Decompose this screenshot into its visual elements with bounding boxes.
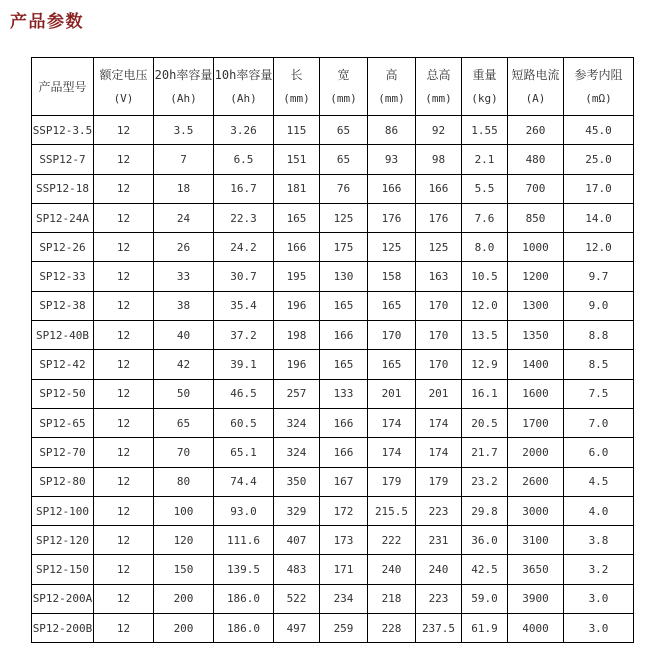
- value-cell: 76: [320, 174, 368, 203]
- value-cell: 7.0: [564, 408, 634, 437]
- value-cell: 7: [154, 145, 214, 174]
- value-cell: 181: [274, 174, 320, 203]
- value-cell: 3.8: [564, 526, 634, 555]
- value-cell: 12: [94, 408, 154, 437]
- value-cell: 223: [416, 584, 462, 613]
- value-cell: 100: [154, 496, 214, 525]
- value-cell: 125: [416, 233, 462, 262]
- model-cell: SP12-200B: [32, 614, 94, 643]
- value-cell: 16.7: [214, 174, 274, 203]
- value-cell: 174: [416, 408, 462, 437]
- value-cell: 33: [154, 262, 214, 291]
- value-cell: 228: [368, 614, 416, 643]
- value-cell: 167: [320, 467, 368, 496]
- value-cell: 165: [320, 291, 368, 320]
- model-cell: SP12-65: [32, 408, 94, 437]
- value-cell: 8.8: [564, 321, 634, 350]
- model-cell: SP12-40B: [32, 321, 94, 350]
- column-header: [462, 58, 508, 116]
- value-cell: 1400: [508, 350, 564, 379]
- column-header-unit: (kg): [471, 92, 498, 105]
- value-cell: 186.0: [214, 584, 274, 613]
- value-cell: 30.7: [214, 262, 274, 291]
- value-cell: 65: [320, 116, 368, 145]
- value-cell: 12: [94, 584, 154, 613]
- value-cell: 215.5: [368, 496, 416, 525]
- column-header-unit: (mm): [283, 92, 310, 105]
- model-cell: SSP12-3.5: [32, 116, 94, 145]
- value-cell: 179: [416, 467, 462, 496]
- table-row: [32, 438, 634, 467]
- column-header-unit: (V): [113, 92, 134, 105]
- column-header-label: 参考内阻: [574, 68, 623, 82]
- value-cell: 18: [154, 174, 214, 203]
- page-title: 产品参数: [10, 12, 84, 32]
- value-cell: 1000: [508, 233, 564, 262]
- column-header: [274, 58, 320, 116]
- value-cell: 166: [274, 233, 320, 262]
- value-cell: 60.5: [214, 408, 274, 437]
- value-cell: 12: [94, 262, 154, 291]
- table-row: [32, 262, 634, 291]
- value-cell: 179: [368, 467, 416, 496]
- value-cell: 12: [94, 116, 154, 145]
- value-cell: 40: [154, 321, 214, 350]
- value-cell: 170: [416, 321, 462, 350]
- value-cell: 231: [416, 526, 462, 555]
- value-cell: 170: [416, 350, 462, 379]
- value-cell: 12: [94, 145, 154, 174]
- value-cell: 324: [274, 438, 320, 467]
- value-cell: 12: [94, 555, 154, 584]
- value-cell: 70: [154, 438, 214, 467]
- value-cell: 35.4: [214, 291, 274, 320]
- value-cell: 151: [274, 145, 320, 174]
- value-cell: 163: [416, 262, 462, 291]
- model-cell: SP12-26: [32, 233, 94, 262]
- value-cell: 6.0: [564, 438, 634, 467]
- value-cell: 175: [320, 233, 368, 262]
- value-cell: 3100: [508, 526, 564, 555]
- value-cell: 259: [320, 614, 368, 643]
- value-cell: 120: [154, 526, 214, 555]
- value-cell: 1700: [508, 408, 564, 437]
- column-header: [320, 58, 368, 116]
- table-row: [32, 174, 634, 203]
- value-cell: 3.26: [214, 116, 274, 145]
- column-header-unit: (mΩ): [585, 92, 612, 105]
- value-cell: 92: [416, 116, 462, 145]
- value-cell: 480: [508, 145, 564, 174]
- value-cell: 139.5: [214, 555, 274, 584]
- value-cell: 407: [274, 526, 320, 555]
- value-cell: 200: [154, 584, 214, 613]
- value-cell: 125: [320, 203, 368, 232]
- value-cell: 195: [274, 262, 320, 291]
- value-cell: 24.2: [214, 233, 274, 262]
- value-cell: 115: [274, 116, 320, 145]
- value-cell: 170: [416, 291, 462, 320]
- value-cell: 20.5: [462, 408, 508, 437]
- column-header-label: 总高: [426, 68, 451, 82]
- value-cell: 700: [508, 174, 564, 203]
- value-cell: 50: [154, 379, 214, 408]
- table-row: [32, 116, 634, 145]
- value-cell: 158: [368, 262, 416, 291]
- value-cell: 174: [416, 438, 462, 467]
- table-row: [32, 203, 634, 232]
- value-cell: 14.0: [564, 203, 634, 232]
- model-cell: SP12-33: [32, 262, 94, 291]
- model-cell: SP12-200A: [32, 584, 94, 613]
- value-cell: 240: [368, 555, 416, 584]
- value-cell: 12: [94, 233, 154, 262]
- table-row: [32, 145, 634, 174]
- value-cell: 93: [368, 145, 416, 174]
- value-cell: 240: [416, 555, 462, 584]
- value-cell: 65: [154, 408, 214, 437]
- value-cell: 186.0: [214, 614, 274, 643]
- table-row: [32, 555, 634, 584]
- value-cell: 1300: [508, 291, 564, 320]
- column-header-unit: (A): [525, 92, 546, 105]
- table-row: [32, 467, 634, 496]
- value-cell: 350: [274, 467, 320, 496]
- column-header: [214, 58, 274, 116]
- value-cell: 1350: [508, 321, 564, 350]
- value-cell: 3.0: [564, 614, 634, 643]
- column-header-unit: (mm): [330, 92, 357, 105]
- model-cell: SP12-50: [32, 379, 94, 408]
- value-cell: 8.0: [462, 233, 508, 262]
- table-row: [32, 350, 634, 379]
- value-cell: 42.5: [462, 555, 508, 584]
- value-cell: 176: [416, 203, 462, 232]
- value-cell: 172: [320, 496, 368, 525]
- value-cell: 12: [94, 174, 154, 203]
- value-cell: 497: [274, 614, 320, 643]
- value-cell: 522: [274, 584, 320, 613]
- value-cell: 4.5: [564, 467, 634, 496]
- table-row: [32, 321, 634, 350]
- value-cell: 12.0: [462, 291, 508, 320]
- value-cell: 65.1: [214, 438, 274, 467]
- value-cell: 324: [274, 408, 320, 437]
- value-cell: 38: [154, 291, 214, 320]
- model-cell: SP12-24A: [32, 203, 94, 232]
- value-cell: 237.5: [416, 614, 462, 643]
- value-cell: 2.1: [462, 145, 508, 174]
- column-header: [416, 58, 462, 116]
- table-row: [32, 291, 634, 320]
- value-cell: 1600: [508, 379, 564, 408]
- value-cell: 260: [508, 116, 564, 145]
- value-cell: 329: [274, 496, 320, 525]
- column-header-label: 20h率容量: [154, 68, 213, 82]
- value-cell: 59.0: [462, 584, 508, 613]
- value-cell: 12.0: [564, 233, 634, 262]
- value-cell: 74.4: [214, 467, 274, 496]
- value-cell: 29.8: [462, 496, 508, 525]
- value-cell: 9.7: [564, 262, 634, 291]
- value-cell: 9.0: [564, 291, 634, 320]
- value-cell: 12: [94, 291, 154, 320]
- model-cell: SP12-80: [32, 467, 94, 496]
- value-cell: 218: [368, 584, 416, 613]
- value-cell: 150: [154, 555, 214, 584]
- value-cell: 12: [94, 321, 154, 350]
- value-cell: 111.6: [214, 526, 274, 555]
- value-cell: 4000: [508, 614, 564, 643]
- value-cell: 17.0: [564, 174, 634, 203]
- value-cell: 39.1: [214, 350, 274, 379]
- value-cell: 65: [320, 145, 368, 174]
- column-header: [508, 58, 564, 116]
- value-cell: 42: [154, 350, 214, 379]
- value-cell: 170: [368, 321, 416, 350]
- model-cell: SP12-150: [32, 555, 94, 584]
- column-header-label: 额定电压: [99, 68, 148, 82]
- value-cell: 25.0: [564, 145, 634, 174]
- value-cell: 16.1: [462, 379, 508, 408]
- column-header: [154, 58, 214, 116]
- value-cell: 200: [154, 614, 214, 643]
- value-cell: 12: [94, 496, 154, 525]
- value-cell: 196: [274, 350, 320, 379]
- column-header-unit: (Ah): [230, 92, 257, 105]
- value-cell: 1200: [508, 262, 564, 291]
- value-cell: 166: [320, 438, 368, 467]
- column-header: [564, 58, 634, 116]
- value-cell: 223: [416, 496, 462, 525]
- value-cell: 174: [368, 438, 416, 467]
- model-cell: SSP12-18: [32, 174, 94, 203]
- model-cell: SP12-70: [32, 438, 94, 467]
- value-cell: 196: [274, 291, 320, 320]
- value-cell: 12: [94, 438, 154, 467]
- value-cell: 7.5: [564, 379, 634, 408]
- value-cell: 37.2: [214, 321, 274, 350]
- value-cell: 201: [368, 379, 416, 408]
- value-cell: 12: [94, 526, 154, 555]
- value-cell: 12: [94, 614, 154, 643]
- value-cell: 22.3: [214, 203, 274, 232]
- value-cell: 93.0: [214, 496, 274, 525]
- column-header: [94, 58, 154, 116]
- value-cell: 125: [368, 233, 416, 262]
- column-header-label: 产品型号: [38, 79, 87, 94]
- table-row: [32, 614, 634, 643]
- value-cell: 483: [274, 555, 320, 584]
- value-cell: 850: [508, 203, 564, 232]
- value-cell: 165: [320, 350, 368, 379]
- column-header-label: 长: [290, 68, 303, 82]
- value-cell: 165: [274, 203, 320, 232]
- value-cell: 2000: [508, 438, 564, 467]
- value-cell: 166: [368, 174, 416, 203]
- model-cell: SP12-38: [32, 291, 94, 320]
- table-row: [32, 379, 634, 408]
- value-cell: 1.55: [462, 116, 508, 145]
- value-cell: 3.2: [564, 555, 634, 584]
- value-cell: 165: [368, 291, 416, 320]
- value-cell: 198: [274, 321, 320, 350]
- value-cell: 12: [94, 467, 154, 496]
- value-cell: 133: [320, 379, 368, 408]
- value-cell: 5.5: [462, 174, 508, 203]
- value-cell: 10.5: [462, 262, 508, 291]
- value-cell: 4.0: [564, 496, 634, 525]
- value-cell: 234: [320, 584, 368, 613]
- value-cell: 24: [154, 203, 214, 232]
- column-header-unit: (Ah): [170, 92, 197, 105]
- value-cell: 3000: [508, 496, 564, 525]
- value-cell: 23.2: [462, 467, 508, 496]
- model-cell: SP12-120: [32, 526, 94, 555]
- value-cell: 21.7: [462, 438, 508, 467]
- value-cell: 86: [368, 116, 416, 145]
- table-row: [32, 233, 634, 262]
- column-header: [368, 58, 416, 116]
- value-cell: 98: [416, 145, 462, 174]
- value-cell: 26: [154, 233, 214, 262]
- value-cell: 3.0: [564, 584, 634, 613]
- column-header: [32, 58, 94, 116]
- value-cell: 201: [416, 379, 462, 408]
- value-cell: 12: [94, 379, 154, 408]
- model-cell: SP12-42: [32, 350, 94, 379]
- header-row: [32, 58, 634, 116]
- value-cell: 166: [320, 321, 368, 350]
- column-header-label: 重量: [472, 68, 497, 82]
- value-cell: 2600: [508, 467, 564, 496]
- value-cell: 13.5: [462, 321, 508, 350]
- table-row: [32, 496, 634, 525]
- value-cell: 12.9: [462, 350, 508, 379]
- value-cell: 3650: [508, 555, 564, 584]
- value-cell: 166: [416, 174, 462, 203]
- value-cell: 174: [368, 408, 416, 437]
- column-header-unit: (mm): [425, 92, 452, 105]
- value-cell: 7.6: [462, 203, 508, 232]
- value-cell: 171: [320, 555, 368, 584]
- value-cell: 6.5: [214, 145, 274, 174]
- value-cell: 36.0: [462, 526, 508, 555]
- value-cell: 3.5: [154, 116, 214, 145]
- value-cell: 3900: [508, 584, 564, 613]
- value-cell: 130: [320, 262, 368, 291]
- column-header-unit: (mm): [378, 92, 405, 105]
- value-cell: 80: [154, 467, 214, 496]
- value-cell: 46.5: [214, 379, 274, 408]
- model-cell: SP12-100: [32, 496, 94, 525]
- column-header-label: 高: [385, 68, 398, 82]
- value-cell: 12: [94, 350, 154, 379]
- value-cell: 166: [320, 408, 368, 437]
- value-cell: 12: [94, 203, 154, 232]
- value-cell: 165: [368, 350, 416, 379]
- product-spec-table: [31, 57, 634, 643]
- table-body: [32, 116, 634, 643]
- value-cell: 222: [368, 526, 416, 555]
- table-row: [32, 526, 634, 555]
- value-cell: 45.0: [564, 116, 634, 145]
- value-cell: 257: [274, 379, 320, 408]
- value-cell: 8.5: [564, 350, 634, 379]
- value-cell: 173: [320, 526, 368, 555]
- value-cell: 176: [368, 203, 416, 232]
- column-header-label: 短路电流: [511, 68, 560, 82]
- column-header-label: 10h率容量: [214, 68, 273, 82]
- value-cell: 61.9: [462, 614, 508, 643]
- table-row: [32, 408, 634, 437]
- table-row: [32, 584, 634, 613]
- model-cell: SSP12-7: [32, 145, 94, 174]
- column-header-label: 宽: [337, 68, 350, 82]
